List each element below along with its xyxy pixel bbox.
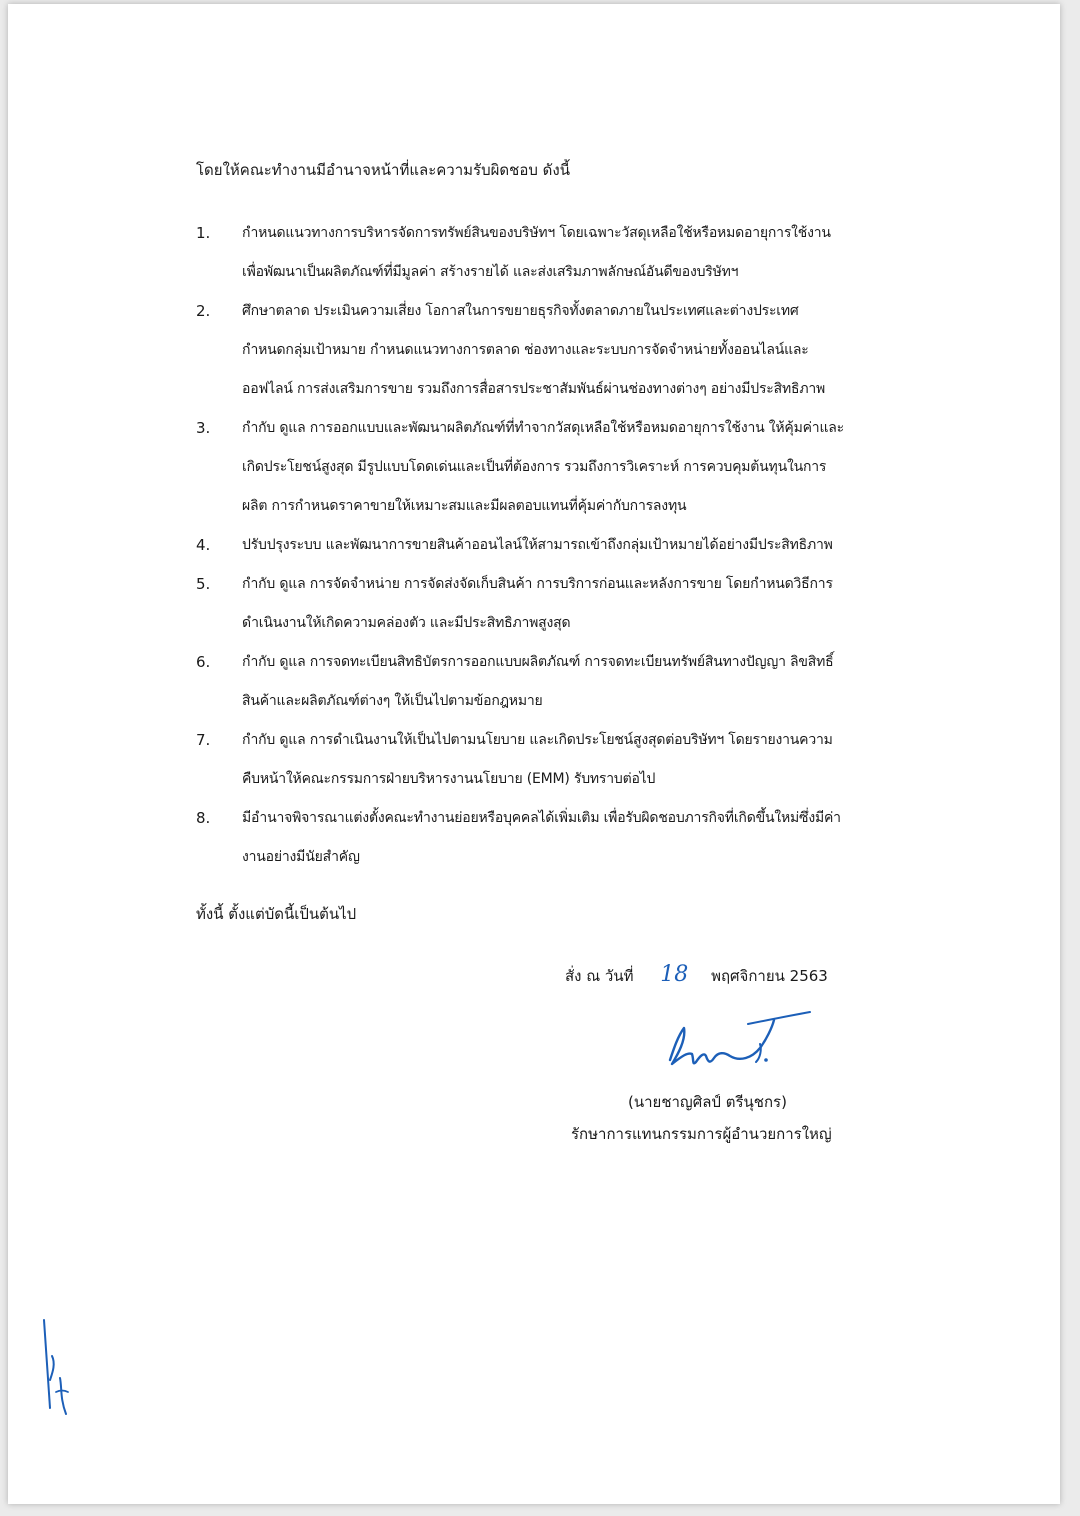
item-number: 8. [196, 809, 211, 827]
closing-statement: ทั้งนี้ ตั้งแต่บัดนี้เป็นต้นไป [196, 905, 357, 923]
item-text: เพื่อพัฒนาเป็นผลิตภัณฑ์ที่มีมูลค่า สร้างรายได้ และส่งเสริมภาพลักษณ์อันดีของบริษัทฯ [242, 264, 739, 280]
handwritten-signature [648, 1002, 818, 1082]
list-item [196, 721, 936, 799]
item-text: มีอำนาจพิจารณาแต่งตั้งคณะทำงานย่อยหรือบุคคลได้เพิ่มเติม เพื่อรับผิดชอบภารกิจที่เกิดขึ้นใหม่ซึ่งมีค่า [242, 810, 841, 826]
item-text: ออฟไลน์ การส่งเสริมการขาย รวมถึงการสื่อสารประชาสัมพันธ์ผ่านช่องทางต่างๆ อย่างมีประสิทธิภาพ [242, 381, 826, 397]
list-item [196, 799, 936, 877]
signatory-name: (นายชาญศิลป์ ตรีนุชกร) [628, 1093, 787, 1111]
item-number: 6. [196, 653, 211, 671]
list-item [196, 292, 936, 409]
item-text: ดำเนินงานให้เกิดความคล่องตัว และมีประสิทธิภาพสูงสุด [242, 615, 571, 631]
list-item [196, 214, 936, 292]
item-text: ศึกษาตลาด ประเมินความเสี่ยง โอกาสในการขยายธุรกิจทั้งตลาดภายในประเทศและต่างประเทศ [242, 303, 799, 319]
item-text: กำหนดแนวทางการบริหารจัดการทรัพย์สินของบริษัทฯ โดยเฉพาะวัสดุเหลือใช้หรือหมดอายุการใช้งาน [242, 225, 831, 241]
document-page [8, 4, 1060, 1504]
list-item [196, 643, 936, 721]
item-number: 4. [196, 536, 211, 554]
item-text: ผลิต การกำหนดราคาขายให้เหมาะสมและมีผลตอบแทนที่คุ้มค่ากับการลงทุน [242, 498, 687, 514]
date-month-year: พฤศจิกายน 2563 [711, 967, 828, 985]
item-text: กำหนดกลุ่มเป้าหมาย กำหนดแนวทางการตลาด ช่องทางและระบบการจัดจำหน่ายทั้งออนไลน์และ [242, 342, 809, 358]
item-text: กำกับ ดูแล การออกแบบและพัฒนาผลิตภัณฑ์ที่ทำจากวัสดุเหลือใช้หรือหมดอายุการใช้งาน ให้คุ้มค่าและ [242, 420, 844, 436]
item-number: 1. [196, 224, 211, 242]
item-text: กำกับ ดูแล การจดทะเบียนสิทธิบัตรการออกแบบผลิตภัณฑ์ การจดทะเบียนทรัพย์สินทางปัญญา ลิขสิทธิ์ [242, 654, 834, 670]
order-date [565, 963, 828, 988]
item-number: 5. [196, 575, 211, 593]
list-item [196, 565, 936, 643]
signatory-title: รักษาการแทนกรรมการผู้อำนวยการใหญ่ [571, 1125, 832, 1143]
item-text: สินค้าและผลิตภัณฑ์ต่างๆ ให้เป็นไปตามข้อกฎหมาย [242, 693, 543, 709]
item-text: กำกับ ดูแล การจัดจำหน่าย การจัดส่งจัดเก็บสินค้า การบริการก่อนและหลังการขาย โดยกำหนดวิธีการ [242, 576, 833, 592]
list-item [196, 526, 936, 565]
item-number: 2. [196, 302, 211, 320]
document-body [8, 4, 1060, 1504]
item-text: กำกับ ดูแล การดำเนินงานให้เป็นไปตามนโยบาย และเกิดประโยชน์สูงสุดต่อบริษัทฯ โดยรายงานความ [242, 732, 833, 748]
item-text: คืบหน้าให้คณะกรรมการฝ่ายบริหารงานนโยบาย (EMM) รับทราบต่อไป [242, 771, 656, 787]
item-number: 7. [196, 731, 211, 749]
margin-initials [30, 1316, 80, 1426]
item-text: งานอย่างมีนัยสำคัญ [242, 849, 360, 865]
duties-list [196, 214, 936, 877]
item-number: 3. [196, 419, 211, 437]
item-text: เกิดประโยชน์สูงสุด มีรูปแบบโดดเด่นและเป็นที่ต้องการ รวมถึงการวิเคราะห์ การควบคุมต้นทุนในการ [242, 459, 827, 475]
item-text: ปรับปรุงระบบ และพัฒนาการขายสินค้าออนไลน์ให้สามารถเข้าถึงกลุ่มเป้าหมายได้อย่างมีประสิทธิภาพ [242, 537, 833, 553]
date-prefix: สั่ง ณ วันที่ [565, 967, 634, 985]
intro-paragraph: โดยให้คณะทำงานมีอำนาจหน้าที่และความรับผิดชอบ ดังนี้ [196, 161, 570, 179]
handwritten-day: 18 [660, 962, 689, 987]
list-item [196, 409, 936, 526]
